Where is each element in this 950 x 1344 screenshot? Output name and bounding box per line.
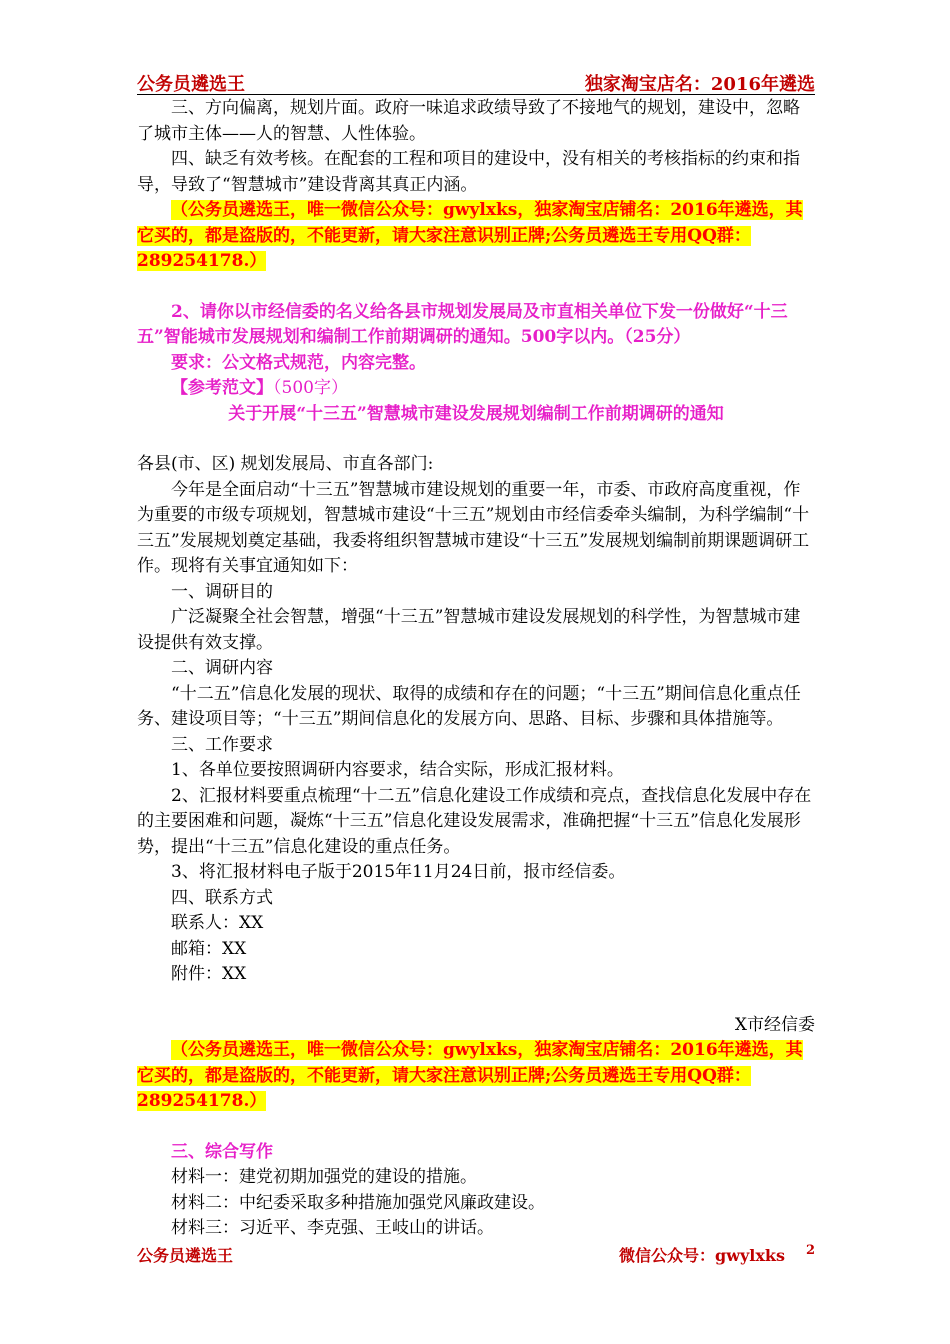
paragraph-point-3: 三、方向偏离，规划片面。政府一味追求政绩导致了不接地气的规划，建设中，忽略了城市主体——人的智慧、人性体验。 [137,98,800,144]
notice-block-2 [137,1038,815,1115]
paragraph-point-4: 四、缺乏有效考核。在配套的工程和项目的建设中，没有相关的考核指标的约束和指导，导致了“智慧城市”建设背离其真正内涵。 [137,149,800,195]
document-title: 关于开展“十三五”智慧城市建设发展规划编制工作前期调研的通知 [228,403,724,424]
section-2-heading: 二、调研内容 [171,658,273,678]
material-2: 材料二：中纪委采取多种措施加强党风廉政建设。 [171,1192,545,1213]
section-1-heading: 一、调研目的 [171,581,273,602]
contact-email: 邮箱：XX [171,938,247,959]
reference-word-count: （500字） [273,378,348,398]
notice-block-1 [137,198,815,275]
page-header [137,68,815,95]
document-body [137,96,815,1242]
section-4-heading: 四、联系方式 [171,887,273,908]
spacer [137,427,815,452]
section-2-text: “十二五”信息化发展的现状、取得的成绩和存在的问题；“十三五”期间信息化重点任务、建设项目等；“十三五”期间信息化的发展方向、思路、目标、步骤和具体措施等。 [137,683,801,729]
spacer [137,988,815,1013]
reference-label: 【参考范文】 [171,378,273,398]
footer-left: 公务员遴选王 [137,1246,234,1265]
material-3: 材料三：习近平、李克强、王岐山的讲话。 [171,1218,494,1238]
header-right: 独家淘宝店名：2016年遴选 [584,74,815,95]
section-3-item-2: 2、汇报材料要重点梳理“十二五”信息化建设工作成绩和亮点，查找信息化发展中存在的主要困难和问题，凝炼“十三五”信息化建设发展需求，准确把握“十三五”信息化发展形势，提出“十三五”信息化建设的重点任务。 [137,785,812,857]
section-3-item-1: 1、各单位要按照调研内容要求，结合实际，形成汇报材料。 [171,760,624,780]
notice-text-1: （公务员遴选王，唯一微信公众号：gwylxks，独家淘宝店铺名：2016年遴选，其它买的，都是盗版的，不能更新，请大家注意识别正牌;公务员遴选王专用QQ群：289254178.） [137,200,803,271]
reference-label-line [137,376,815,402]
question-2-requirement: 要求：公文格式规范，内容完整。 [171,352,426,373]
section-3-heading: 三、工作要求 [171,734,273,755]
question-2: 2、请你以市经信委的名义给各县市规划发展局及市直相关单位下发一份做好“十三五”智能城市发展规划和编制工作前期调研的通知。500字以内。（25分） [137,301,788,347]
page-number: 2 [805,1243,815,1258]
contact-person: 联系人：XX [171,913,264,933]
attachment: 附件：XX [171,964,247,984]
notice-text-2: （公务员遴选王，唯一微信公众号：gwylxks，独家淘宝店铺名：2016年遴选，其它买的，都是盗版的，不能更新，请大家注意识别正牌;公务员遴选王专用QQ群：289254178.） [137,1040,803,1111]
footer-right: 微信公众号：gwylxks [619,1246,785,1265]
intro-paragraph: 今年是全面启动“十三五”智慧城市建设规划的重要一年，市委、市政府高度重视，作为重要的市级专项规划，智慧城市建设“十三五”规划由市经信委牵头编制，为科学编制“十三五”发展规划奠定基础，我委将组织智慧城市建设“十三五”发展规划编制前期课题调研工作。现将有关事宜通知如下： [137,479,810,576]
header-left: 公务员遴选王 [137,74,245,95]
spacer [137,1115,815,1140]
salutation: 各县(市、区) 规划发展局、市直各部门: [137,454,434,474]
spacer [137,275,815,300]
signature: X市经信委 [734,1014,815,1035]
material-1: 材料一：建党初期加强党的建设的措施。 [171,1167,477,1187]
section-3-item-3: 3、将汇报材料电子版于2015年11月24日前，报市经信委。 [171,862,626,882]
section-comprehensive-writing: 三、综合写作 [171,1141,273,1162]
section-1-text: 广泛凝聚全社会智慧，增强“十三五”智慧城市建设发展规划的科学性，为智慧城市建设提供有效支撑。 [137,607,801,653]
